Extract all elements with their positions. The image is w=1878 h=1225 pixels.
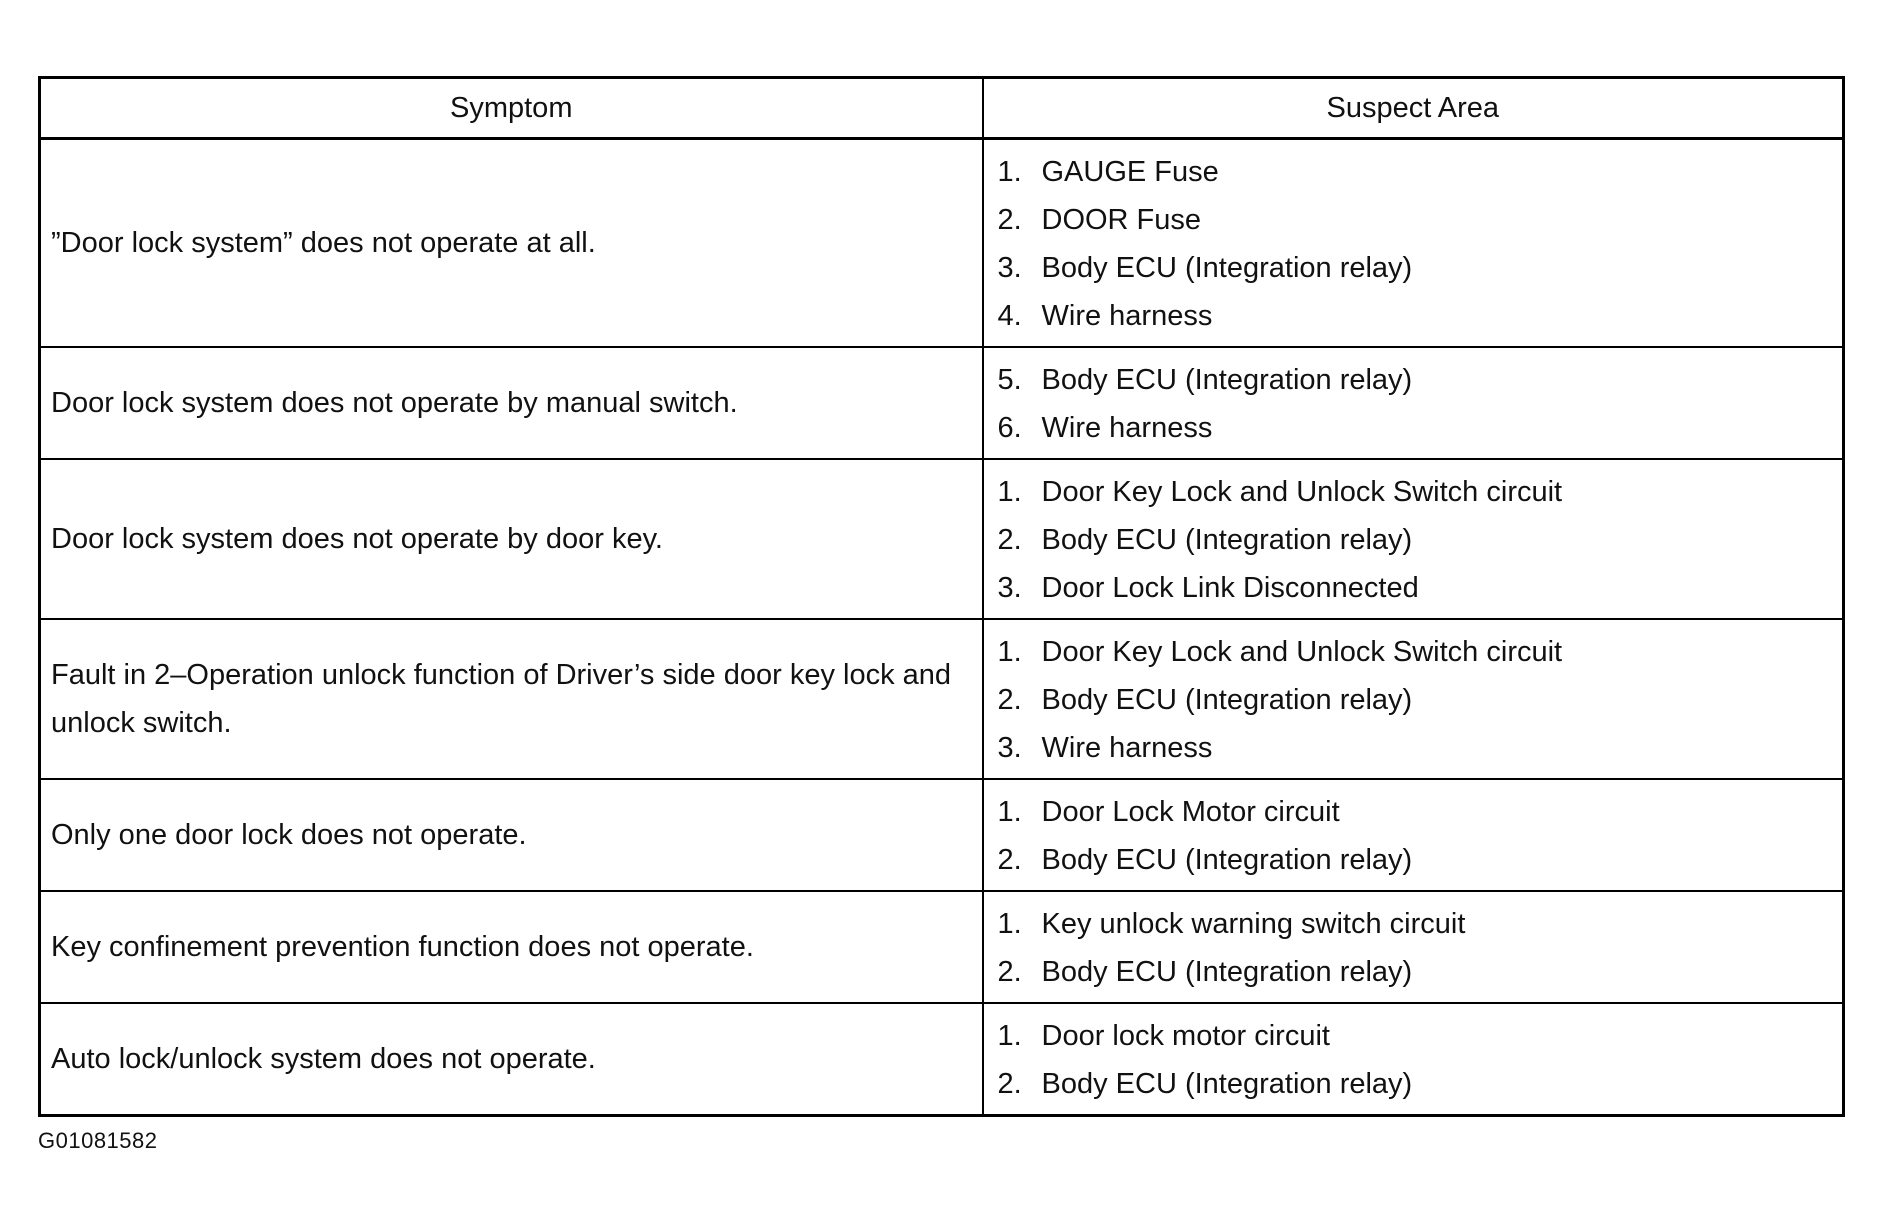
list-item-text: Body ECU (Integration relay) xyxy=(1041,524,1413,556)
symptom-cell: Fault in 2–Operation unlock function of Driver’s side door key lock and unlock switch. xyxy=(40,619,983,779)
suspect-area-cell xyxy=(983,779,1844,891)
table-row xyxy=(40,891,1844,1003)
list-item-text: Body ECU (Integration relay) xyxy=(1041,844,1413,876)
suspect-area-list xyxy=(998,148,1833,340)
suspect-area-item xyxy=(998,836,1833,884)
list-item-text: GAUGE Fuse xyxy=(1041,156,1219,188)
list-item-number: 5. xyxy=(997,364,1022,396)
list-item-number: 1. xyxy=(997,476,1022,508)
list-item-number: 2. xyxy=(997,684,1022,716)
list-item-text: Body ECU (Integration relay) xyxy=(1041,684,1413,716)
list-item-number: 1. xyxy=(997,156,1022,188)
list-item-number: 4. xyxy=(997,300,1022,332)
suspect-area-list xyxy=(998,1012,1833,1108)
list-item-text: Body ECU (Integration relay) xyxy=(1041,364,1413,396)
figure-id: G01081582 xyxy=(38,1128,158,1153)
table-row xyxy=(40,139,1844,348)
symptom-cell: Key confinement prevention function does not operate. xyxy=(40,891,983,1003)
suspect-area-item xyxy=(998,292,1833,340)
table-row xyxy=(40,1003,1844,1116)
list-item-text: Body ECU (Integration relay) xyxy=(1041,252,1413,284)
symptom-cell: Door lock system does not operate by door key. xyxy=(40,459,983,619)
table-header-row xyxy=(40,78,1844,139)
table-row xyxy=(40,347,1844,459)
suspect-area-list xyxy=(998,356,1833,452)
list-item-text: DOOR Fuse xyxy=(1041,204,1202,236)
list-item-number: 6. xyxy=(997,412,1022,444)
list-item-text: Key unlock warning switch circuit xyxy=(1041,908,1466,940)
table-row xyxy=(40,619,1844,779)
list-item-number: 3. xyxy=(997,572,1022,604)
table-body xyxy=(40,139,1844,1116)
list-item-text: Body ECU (Integration relay) xyxy=(1041,1068,1413,1100)
suspect-area-cell xyxy=(983,347,1844,459)
suspect-area-item xyxy=(998,628,1833,676)
suspect-area-item xyxy=(998,244,1833,292)
symptom-cell: Door lock system does not operate by manual switch. xyxy=(40,347,983,459)
suspect-area-cell xyxy=(983,891,1844,1003)
suspect-area-item xyxy=(998,1060,1833,1108)
list-item-text: Door Key Lock and Unlock Switch circuit xyxy=(1041,636,1563,668)
list-item-number: 1. xyxy=(997,908,1022,940)
suspect-area-item xyxy=(998,724,1833,772)
list-item-text: Door lock motor circuit xyxy=(1041,1020,1330,1052)
document xyxy=(38,76,1842,1117)
suspect-area-item xyxy=(998,900,1833,948)
symptom-cell: Auto lock/unlock system does not operate. xyxy=(40,1003,983,1116)
suspect-area-item xyxy=(998,676,1833,724)
list-item-text: Body ECU (Integration relay) xyxy=(1041,956,1413,988)
suspect-area-list xyxy=(998,900,1833,996)
column-header-symptom: Symptom xyxy=(40,78,983,139)
list-item-number: 2. xyxy=(997,524,1022,556)
suspect-area-item xyxy=(998,788,1833,836)
list-item-number: 2. xyxy=(997,1068,1022,1100)
suspect-area-item xyxy=(998,196,1833,244)
suspect-area-cell xyxy=(983,1003,1844,1116)
list-item-number: 3. xyxy=(997,732,1022,764)
list-item-text: Door Lock Link Disconnected xyxy=(1041,572,1419,604)
list-item-number: 2. xyxy=(997,956,1022,988)
suspect-area-cell xyxy=(983,459,1844,619)
table-row xyxy=(40,459,1844,619)
suspect-area-list xyxy=(998,468,1833,612)
suspect-area-item xyxy=(998,468,1833,516)
list-item-text: Door Lock Motor circuit xyxy=(1041,796,1340,828)
symptom-table xyxy=(38,76,1845,1117)
suspect-area-item xyxy=(998,948,1833,996)
suspect-area-item xyxy=(998,356,1833,404)
list-item-text: Door Key Lock and Unlock Switch circuit xyxy=(1041,476,1563,508)
list-item-text: Wire harness xyxy=(1041,732,1213,764)
suspect-area-list xyxy=(998,628,1833,772)
symptom-cell: Only one door lock does not operate. xyxy=(40,779,983,891)
list-item-text: Wire harness xyxy=(1041,300,1213,332)
suspect-area-item xyxy=(998,516,1833,564)
list-item-number: 1. xyxy=(997,796,1022,828)
list-item-number: 3. xyxy=(997,252,1022,284)
suspect-area-list xyxy=(998,788,1833,884)
list-item-number: 1. xyxy=(997,1020,1022,1052)
list-item-number: 2. xyxy=(997,204,1022,236)
column-header-suspect-area: Suspect Area xyxy=(983,78,1844,139)
suspect-area-item xyxy=(998,404,1833,452)
suspect-area-cell xyxy=(983,619,1844,779)
symptom-cell: ”Door lock system” does not operate at all. xyxy=(40,139,983,348)
list-item-text: Wire harness xyxy=(1041,412,1213,444)
table-row xyxy=(40,779,1844,891)
list-item-number: 1. xyxy=(997,636,1022,668)
suspect-area-cell xyxy=(983,139,1844,348)
list-item-number: 2. xyxy=(997,844,1022,876)
suspect-area-item xyxy=(998,564,1833,612)
suspect-area-item xyxy=(998,148,1833,196)
suspect-area-item xyxy=(998,1012,1833,1060)
